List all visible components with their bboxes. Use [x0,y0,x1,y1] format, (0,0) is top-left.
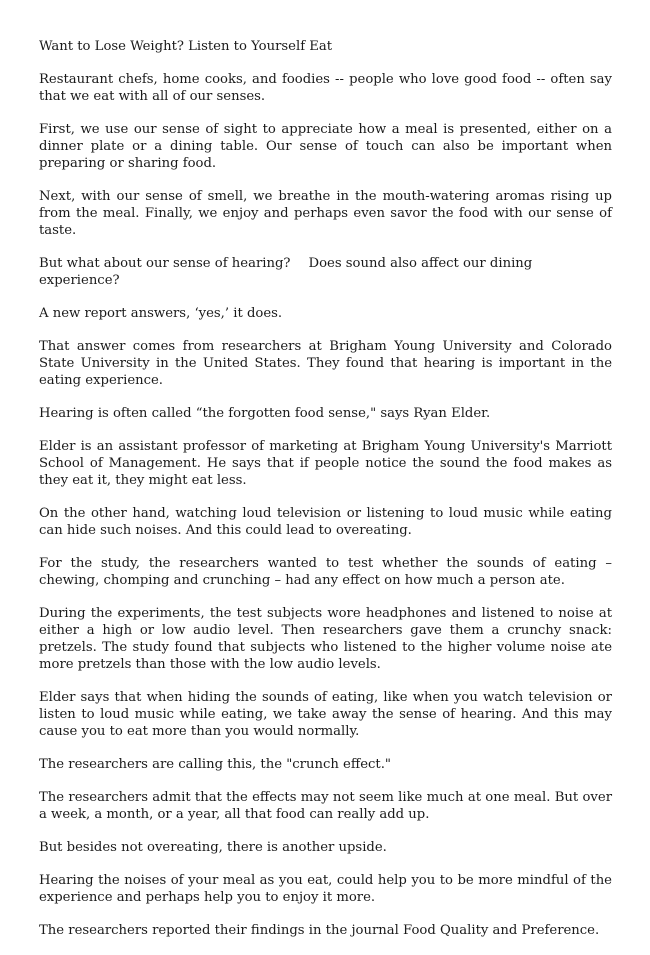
paragraph: A new report answers, ‘yes,’ it does. [39,306,283,321]
paragraph-part: But what about our sense of hearing? [39,256,291,271]
paragraph: The researchers reported their findings in the journal Food Quality and Preference. [39,923,600,938]
paragraph: But besides not overeating, there is another upside. [39,840,387,855]
paragraph: Elder is an assistant professor of marketing at Brigham Young University's Marriott School of Management. He says that if people notice the sound the food makes as they eat it, they might eat less. [39,439,612,488]
paragraph: The researchers admit that the effects may not seem like much at one meal. But over a week, a month, or a year, all that food can really add up. [39,790,612,822]
paragraph: Hearing the noises of your meal as you eat, could help you to be more mindful of the experience and perhaps help you to enjoy it more. [39,873,612,905]
paragraph: Restaurant chefs, home cooks, and foodies -- people who love good food -- often say that we eat with all of our senses. [39,72,612,104]
paragraph: The researchers are calling this, the "crunch effect." [39,757,391,772]
paragraph-part: Does sound also affect our dining experience? [39,256,533,288]
paragraph [39,255,612,289]
paragraph: Hearing is often called “the forgotten food sense," says Ryan Elder. [39,406,491,421]
paragraph: Elder says that when hiding the sounds of eating, like when you watch television or listen to loud music while eating, we take away the sense of hearing. And this may cause you to eat more than you would normally. [39,690,612,739]
paragraph: Next, with our sense of smell, we breathe in the mouth-watering aromas rising up from the meal. Finally, we enjoy and perhaps even savor the food with our sense of taste. [39,189,612,238]
article-body [39,38,612,955]
paragraph: That answer comes from researchers at Brigham Young University and Colorado State University in the United States. They found that hearing is important in the eating experience. [39,339,612,388]
paragraph: During the experiments, the test subjects wore headphones and listened to noise at either a high or low audio level. Then researchers gave them a crunchy snack: pretzels. The study found that subjects who listened to the higher volume noise ate more pretzels than those with the low audio levels. [39,606,612,672]
paragraph: For the study, the researchers wanted to test whether the sounds of eating – chewing, chomping and crunching – had any effect on how much a person ate. [39,556,612,588]
paragraph: On the other hand, watching loud television or listening to loud music while eating can hide such noises. And this could lead to overeating. [39,506,612,538]
paragraph: First, we use our sense of sight to appreciate how a meal is presented, either on a dinner plate or a dining table. Our sense of touch can also be important when preparing or sharing food. [39,122,612,171]
article-title: Want to Lose Weight? Listen to Yourself Eat [39,39,333,54]
